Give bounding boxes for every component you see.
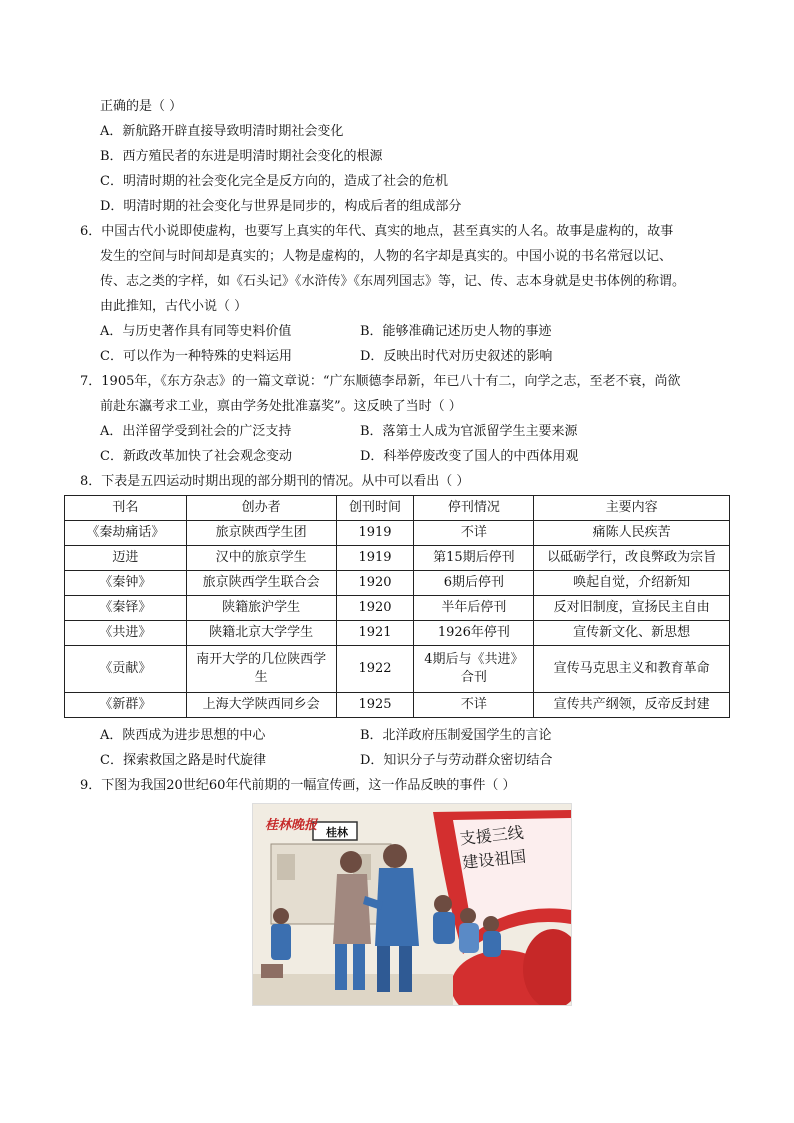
table-row [65,596,730,621]
table-cell: 旅京陕西学生团 [186,521,336,546]
table-cell: 宣传新文化、新思想 [534,621,730,646]
table-cell: 《新群》 [65,693,187,718]
table-cell: 陕籍旅沪学生 [186,596,336,621]
q5-option-d: D．明清时期的社会变化与世界是同步的，构成后者的组成部分 [100,199,462,214]
table-cell: 迈进 [65,546,187,571]
q8-stem: 8．下表是五四运动时期出现的部分期刊的情况。从中可以看出（ ） [80,474,470,489]
q7-option-a: A．出洋留学受到社会的广泛支持 [100,424,292,439]
table-cell: 宣传马克思主义和教育革命 [534,646,730,693]
table-header-row [65,496,730,521]
table-cell: 不详 [414,521,534,546]
table-cell: 《秦劫痛话》 [65,521,187,546]
table-cell: 《贡献》 [65,646,187,693]
table-cell: 半年后停刊 [414,596,534,621]
table-row [65,621,730,646]
table-cell: 1919 [336,546,414,571]
q6-stem-line-3: 传、志之类的字样，如《石头记》《水浒传》《东周列国志》等，记、传、志本身就是史书体例的称谓。 [100,274,686,289]
table-cell: 不详 [414,693,534,718]
q6-stem-line-1: 6．中国古代小说即使虚构，也要写上真实的年代、真实的地点，甚至真实的人名。故事是虚构的，故事 [80,224,674,239]
q7-stem-line-1: 7．1905年，《东方杂志》的一篇文章说：“广东顺德李昂新，年已八十有二，向学之志，至老不衰，尚欲 [80,374,681,389]
table-row [65,693,730,718]
table-cell: 1925 [336,693,414,718]
q6-option-b: B．能够准确记述历史人物的事迹 [360,324,552,339]
q8-option-c: C．探索救国之路是时代旋律 [100,753,266,768]
table-cell: 《共进》 [65,621,187,646]
table-cell: 1921 [336,621,414,646]
table-cell: 宣传共产纲领，反帝反封建 [534,693,730,718]
table-cell: 反对旧制度，宣扬民主自由 [534,596,730,621]
q6-stem-line-4: 由此推知，古代小说（ ） [100,299,248,314]
poster-slogan-line-1: 支援三线 [458,822,525,849]
table-row [65,546,730,571]
q5-option-c: C．明清时期的社会变化完全是反方向的，造成了社会的危机 [100,174,448,189]
q9-stem: 9．下图为我国20世纪60年代前期的一幅宣传画，这一作品反映的事件（ ） [80,778,516,793]
table-cell: 以砥砺学行，改良弊政为宗旨 [534,546,730,571]
q6-option-c: C．可以作为一种特殊的史料运用 [100,349,292,364]
table-header-cell: 主要内容 [534,496,730,521]
q6-option-d: D．反映出时代对历史叙述的影响 [360,349,553,364]
q6-option-a: A．与历史著作具有同等史料价值 [100,324,292,339]
table-cell: 第15期后停刊 [414,546,534,571]
table-header-cell: 停刊情况 [414,496,534,521]
table-cell: 1920 [336,596,414,621]
q8-option-b: B．北洋政府压制爱国学生的言论 [360,728,552,743]
station-sign: 桂林 [326,826,348,839]
q8-option-a: A．陕西成为进步思想的中心 [100,728,266,743]
table-header-cell: 刊名 [65,496,187,521]
table-cell: 1922 [336,646,414,693]
table-cell: 痛陈人民疾苦 [534,521,730,546]
poster-slogan-line-2: 建设祖国 [461,846,528,873]
table-cell: 1920 [336,571,414,596]
q7-option-b: B．落第士人成为官派留学生主要来源 [360,424,578,439]
table-cell: 唤起自觉，介绍新知 [534,571,730,596]
q5-stem-tail: 正确的是（ ） [100,99,183,114]
table-cell: 《秦钟》 [65,571,187,596]
table-header-cell: 创刊时间 [336,496,414,521]
propaganda-poster [252,803,572,1006]
periodicals-table [64,495,730,718]
table-cell: 1926年停刊 [414,621,534,646]
q7-option-c: C．新政改革加快了社会观念变动 [100,449,292,464]
table-header-cell: 创办者 [186,496,336,521]
table-cell: 6期后停刊 [414,571,534,596]
q7-option-d: D．科举停废改变了国人的中西体用观 [360,449,579,464]
table-cell: 上海大学陕西同乡会 [186,693,336,718]
table-cell: 旅京陕西学生联合会 [186,571,336,596]
q5-option-b: B．西方殖民者的东进是明清时期社会变化的根源 [100,149,383,164]
q6-stem-line-2: 发生的空间与时间却是真实的；人物是虚构的，人物的名字却是真实的。中国小说的书名常冠以记、 [100,249,673,264]
q7-stem-line-2: 前赴东瀛考求工业，禀由学务处批准嘉奖”。这反映了当时（ ） [100,399,462,414]
q5-option-a: A．新航路开辟直接导致明清时期社会变化 [100,124,344,139]
table-row [65,571,730,596]
poster-newspaper-logo: 桂林晚报 [265,818,318,833]
table-cell: 陕籍北京大学学生 [186,621,336,646]
table-cell: 《秦铎》 [65,596,187,621]
table-cell: 1919 [336,521,414,546]
table-row [65,646,730,693]
table-cell: 南开大学的几位陕西学生 [186,646,336,693]
table-cell: 汉中的旅京学生 [186,546,336,571]
table-row [65,521,730,546]
q8-option-d: D．知识分子与劳动群众密切结合 [360,753,553,768]
table-cell: 4期后与《共进》合刊 [414,646,534,693]
